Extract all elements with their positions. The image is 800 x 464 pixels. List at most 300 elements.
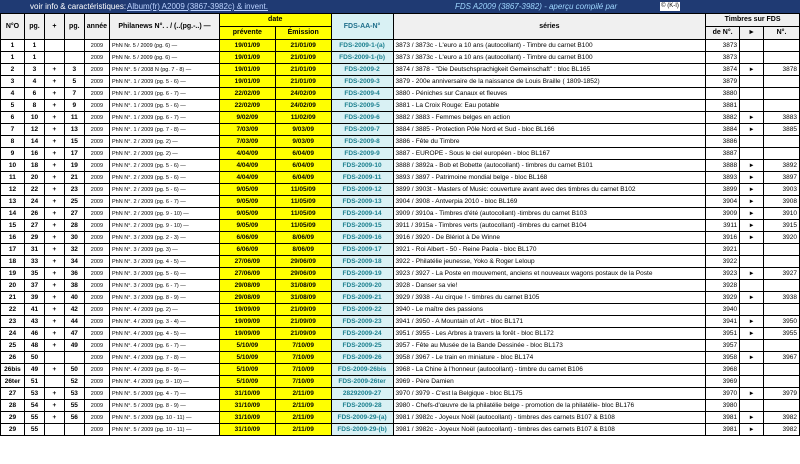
cell-n [764,76,800,88]
table-body [1,40,800,436]
cell-fds: FDS-2009-20 [331,280,393,292]
cell-phn: PhN N°. 3 / 2009 (pg. 4 - 5) — [110,256,220,268]
table-row[interactable] [1,52,800,64]
cell-pg: 49 [24,364,44,376]
cell-de: 3969 [706,376,740,388]
cell-yr: 2009 [84,400,109,412]
cell-plus: + [44,304,64,316]
table-row[interactable] [1,376,800,388]
cell-ar: ► [740,328,764,340]
cell-emi: 31/08/09 [275,280,331,292]
cell-n: 3982 [764,412,800,424]
cell-ar [740,340,764,352]
cell-phn: PhN N°. 4 / 2009 (pg. 3 - 4) — [110,316,220,328]
cell-de: 3888 [706,160,740,172]
cell-de: 3874 [706,64,740,76]
cell-fds: FDS-2009-17 [331,244,393,256]
cell-pre: 29/08/09 [219,280,275,292]
cell-pg2: 25 [64,196,84,208]
cell-pre: 22/02/09 [219,88,275,100]
cell-pg2: 21 [64,172,84,184]
cell-ser: 3873 / 3873c - L'euro a 10 ans (autocollant) - Timbre du carnet B100 [393,40,706,52]
cell-pg: 26 [24,208,44,220]
cell-pg: 43 [24,316,44,328]
cell-ar [740,304,764,316]
cell-pre: 9/05/09 [219,220,275,232]
cell-n [764,244,800,256]
cell-ser: 3941 / 3950 - A Mountain of Art - bloc BL171 [393,316,706,328]
table-row[interactable] [1,100,800,112]
cell-de: 3921 [706,244,740,256]
cell-phn: PhN N°. 2 / 2009 (pg. 2) — [110,136,220,148]
table-row[interactable] [1,160,800,172]
table-row[interactable] [1,424,800,436]
cell-plus: + [44,244,64,256]
cell-n [764,280,800,292]
cell-yr: 2009 [84,148,109,160]
cell-pg2: 49 [64,340,84,352]
cell-pre: 19/01/09 [219,52,275,64]
cell-pg: 37 [24,280,44,292]
col-series: séries [393,14,706,40]
cell-yr: 2009 [84,256,109,268]
table-row[interactable] [1,364,800,376]
cell-plus: + [44,208,64,220]
cell-yr: 2009 [84,220,109,232]
cell-no: 8 [1,136,25,148]
cell-ser: 3916 / 3920 - De Blériot à De Winne [393,232,706,244]
cell-pg: 4 [24,76,44,88]
cell-ar [740,52,764,64]
cell-pg: 53 [24,388,44,400]
cell-emi: 29/06/09 [275,268,331,280]
cell-fds: FDS-2009-1-(b) [331,52,393,64]
cell-ser: 3886 - Fête du Timbre [393,136,706,148]
cell-yr: 2009 [84,412,109,424]
cell-pg: 24 [24,196,44,208]
cell-de: 3923 [706,268,740,280]
cell-plus: + [44,280,64,292]
cell-phn: PhN N°. 3 / 2009 (pg. 5 - 6) — [110,268,220,280]
cell-ser: 3970 / 3979 - C'est la Belgique - bloc BL175 [393,388,706,400]
cell-phn: PhN N°. 4 / 2009 (pg. 7 - 8) — [110,352,220,364]
cell-no: 22 [1,304,25,316]
cell-emi: 31/08/09 [275,292,331,304]
cell-yr: 2009 [84,208,109,220]
cell-pg2: 55 [64,400,84,412]
cell-fds: FDS-2009-9 [331,148,393,160]
table-row[interactable] [1,340,800,352]
table-row[interactable] [1,196,800,208]
cell-pg2: 9 [64,100,84,112]
cell-plus: + [44,232,64,244]
cell-de: 3886 [706,136,740,148]
cell-n: 3878 [764,64,800,76]
cell-n: 3892 [764,160,800,172]
cell-no: 15 [1,220,25,232]
cell-pg2 [64,352,84,364]
cell-yr: 2009 [84,196,109,208]
cell-yr: 2009 [84,292,109,304]
cell-pg: 31 [24,244,44,256]
cell-de: 3893 [706,172,740,184]
cell-de: 3980 [706,400,740,412]
cell-phn: PhN N°. 5 / 2009 (pg. 10 - 11) — [110,424,220,436]
cell-ser: 3881 - La Croix Rouge: Eau potable [393,100,706,112]
cell-emi: 11/05/09 [275,196,331,208]
cell-yr: 2009 [84,340,109,352]
table-row[interactable] [1,244,800,256]
cell-emi: 24/02/09 [275,88,331,100]
cell-pg: 20 [24,172,44,184]
cell-pg2 [64,424,84,436]
cell-n [764,340,800,352]
cell-ser: 3874 / 3878 - "Die Deutschsprachigkeit Gemeinschaft" : bloc BL165 [393,64,706,76]
cell-ar: ► [740,172,764,184]
cell-no: 5 [1,100,25,112]
table-row[interactable] [1,220,800,232]
cell-pre: 6/06/09 [219,232,275,244]
cell-de: 3873 [706,40,740,52]
cell-ser: 3921 - Roi Albert - 50 - Reine Paola - bloc BL170 [393,244,706,256]
cell-yr: 2009 [84,316,109,328]
cell-de: 3882 [706,112,740,124]
cell-de: 3958 [706,352,740,364]
cell-yr: 2009 [84,388,109,400]
cell-plus: + [44,172,64,184]
table-row[interactable] [1,208,800,220]
cell-pg2: 44 [64,316,84,328]
cell-emi: 11/05/09 [275,208,331,220]
cell-n: 3927 [764,268,800,280]
cell-ar: ► [740,208,764,220]
cell-no: 1 [1,52,25,64]
cell-fds: FDS-2009-21 [331,292,393,304]
cell-ar [740,136,764,148]
cell-no: 29 [1,424,25,436]
cell-phn: PhN N°. 3 / 2009 (pg. 3) — [110,244,220,256]
cell-pg2: 3 [64,64,84,76]
cell-no: 10 [1,160,25,172]
table-row[interactable] [1,352,800,364]
cell-phn: PhN N°. 4 / 2009 (pg. 9 - 10) — [110,376,220,388]
col-plus: + [44,14,64,40]
cell-de: 3928 [706,280,740,292]
cell-ser: 3884 / 3885 - Protection Pôle Nord et Sud - bloc BL166 [393,124,706,136]
cell-no: 9 [1,148,25,160]
table-row[interactable] [1,316,800,328]
table-row[interactable] [1,232,800,244]
cell-ar: ► [740,196,764,208]
cell-de: 3941 [706,316,740,328]
cell-ser: 3958 / 3967 - Le train en miniature - bloc BL174 [393,352,706,364]
cell-n [764,364,800,376]
cell-ser: 3957 - Fête au Musée de la Bande Dessinée - bloc BL173 [393,340,706,352]
cell-de: 3909 [706,208,740,220]
cell-yr: 2009 [84,232,109,244]
cell-de: 3957 [706,340,740,352]
cell-no: 26 [1,352,25,364]
cell-pg: 55 [24,424,44,436]
cell-no: 3 [1,76,25,88]
cell-pg: 10 [24,112,44,124]
cell-ser: 3923 / 3927 - La Poste en mouvement, anciens et nouveaux wagons postaux de la Poste [393,268,706,280]
cell-ser: 3969 - Père Damien [393,376,706,388]
cell-pre: 27/06/09 [219,268,275,280]
table-row[interactable] [1,136,800,148]
cell-plus: + [44,112,64,124]
cell-ser: 3951 / 3955 - Les Arbres à travers la forêt - bloc BL172 [393,328,706,340]
cell-pg2: 15 [64,136,84,148]
cell-ar: ► [740,232,764,244]
cell-pg: 54 [24,400,44,412]
cell-no: 23 [1,316,25,328]
cell-pg2: 32 [64,244,84,256]
cell-fds: FDS-2009-26ter [331,376,393,388]
cell-ser: 3888 / 3892a - Bob et Bobette (autocollant) - timbres du carnet B101 [393,160,706,172]
cell-pg: 8 [24,100,44,112]
cell-ar [740,88,764,100]
cell-emi: 6/04/09 [275,172,331,184]
table-row[interactable] [1,76,800,88]
cell-yr: 2009 [84,124,109,136]
table-row[interactable] [1,304,800,316]
cell-emi: 29/06/09 [275,256,331,268]
cell-pre: 22/02/09 [219,100,275,112]
cell-pre: 31/10/09 [219,412,275,424]
page-title: FDS A2009 (3867-3982) - aperçu compilé par [455,2,618,11]
cell-plus: + [44,328,64,340]
cell-fds: FDS-2009-24 [331,328,393,340]
cell-yr: 2009 [84,76,109,88]
cell-n [764,256,800,268]
cell-emi: 24/02/09 [275,100,331,112]
cell-pg: 39 [24,292,44,304]
cell-ser: 3928 - Danser sa vie! [393,280,706,292]
table-row[interactable] [1,184,800,196]
cell-yr: 2009 [84,64,109,76]
cell-fds: FDS-2009-18 [331,256,393,268]
cell-pg: 1 [24,52,44,64]
cell-ar [740,256,764,268]
table-row[interactable] [1,172,800,184]
cell-pg2 [64,52,84,64]
cell-de: 3940 [706,304,740,316]
table-row[interactable] [1,268,800,280]
cell-no: 29 [1,412,25,424]
cell-pg: 33 [24,256,44,268]
cell-ser: 3929 / 3938 - Au cirque ! - timbres du carnet B105 [393,292,706,304]
cell-pg2: 27 [64,208,84,220]
cell-plus [44,376,64,388]
cell-ar [740,148,764,160]
cell-no: 7 [1,124,25,136]
album-link[interactable]: Album(fr) A2009 (3867-3982c) & invent. [127,2,268,11]
cell-ar [740,400,764,412]
cell-pg: 18 [24,160,44,172]
col-no: N°O [1,14,25,40]
cell-phn: PhN N°. 5 / 2009 (pg. 8 - 9) — [110,400,220,412]
cell-yr: 2009 [84,136,109,148]
cell-yr: 2009 [84,328,109,340]
cell-ser: 3879 - 200e anniversaire de la naissance de Louis Braille ( 1809-1852) [393,76,706,88]
cell-fds: FDS-2009-14 [331,208,393,220]
cell-ar [740,40,764,52]
cell-pg2: 30 [64,232,84,244]
cell-pg: 27 [24,220,44,232]
cell-ar: ► [740,112,764,124]
cell-fds: FDS-2009-7 [331,124,393,136]
cell-phn: PhN N°. 2 / 2009 (pg. 6 - 7) — [110,196,220,208]
cell-phn: PhN N°. 2 / 2009 (pg. 5 - 6) — [110,184,220,196]
cell-pre: 31/10/09 [219,424,275,436]
cell-phn: PhN N°. 3 / 2009 (pg. 8 - 9) — [110,292,220,304]
cell-ar [740,100,764,112]
cell-n [764,40,800,52]
cell-ar: ► [740,292,764,304]
cell-no: 21 [1,292,25,304]
cell-yr: 2009 [84,244,109,256]
cell-fds: FDS-2009-6 [331,112,393,124]
cell-yr: 2009 [84,424,109,436]
cell-ar: ► [740,352,764,364]
cell-plus: + [44,88,64,100]
cell-pg: 46 [24,328,44,340]
cell-emi: 21/01/09 [275,40,331,52]
cell-pre: 19/09/09 [219,316,275,328]
cell-phn: PhN N°. 2 / 2009 (pg. 9 - 10) — [110,220,220,232]
cell-n: 3938 [764,292,800,304]
cell-plus [44,424,64,436]
table-row[interactable] [1,280,800,292]
cell-ser: 3981 / 3982c - Joyeux Noël (autocollant) - timbres des carnets B107 & B108 [393,424,706,436]
cell-n [764,88,800,100]
cell-de: 3873 [706,52,740,64]
cell-fds: FDS-2009-3 [331,76,393,88]
cell-plus: + [44,340,64,352]
table-row[interactable] [1,412,800,424]
cell-ser: 3968 - La Chine à l'honneur (autocollant) - timbre du carnet B106 [393,364,706,376]
cell-yr: 2009 [84,112,109,124]
cell-de: 3904 [706,196,740,208]
cell-pg: 55 [24,412,44,424]
table-row[interactable] [1,40,800,52]
cell-fds: FDS-2009-16 [331,232,393,244]
cell-n: 3915 [764,220,800,232]
cell-fds: FDS-2009-23 [331,316,393,328]
cell-plus [44,40,64,52]
cell-phn: PhN N°. 3 / 2009 (pg. 6 - 7) — [110,280,220,292]
cell-ser: 3904 / 3908 - Antverpia 2010 - bloc BL169 [393,196,706,208]
cell-pg2: 40 [64,292,84,304]
cell-fds: FDS-2009-13 [331,196,393,208]
cell-ser: 3887 - EUROPE - Sous le ciel européen - bloc BL167 [393,148,706,160]
cell-fds: FDS-2009-10 [331,160,393,172]
cell-ar [740,280,764,292]
cell-no: 16 [1,232,25,244]
cell-no: 4 [1,88,25,100]
table-row[interactable] [1,328,800,340]
cell-no: 20 [1,280,25,292]
cell-ar [740,76,764,88]
cell-emi: 11/05/09 [275,220,331,232]
table-row[interactable] [1,292,800,304]
copyright-logo: © (K-I) [661,3,679,9]
cell-de: 3881 [706,100,740,112]
cell-fds: FDS-2009-28 [331,400,393,412]
cell-emi: 2/11/09 [275,400,331,412]
cell-no: 18 [1,256,25,268]
cell-emi: 2/11/09 [275,412,331,424]
cell-pre: 4/04/09 [219,172,275,184]
cell-phn: PhN N°. 1 / 2009 (pg. 5 - 6) — [110,76,220,88]
cell-phn: PhN N°. 4 / 2009 (pg. 6 - 7) — [110,340,220,352]
cell-de: 3879 [706,76,740,88]
cell-n [764,100,800,112]
col-fds: FDS-AA-N° [331,14,393,40]
cell-phn: PhN N°. 4 / 2009 (pg. 8 - 9) — [110,364,220,376]
cell-no: 12 [1,184,25,196]
cell-plus [44,352,64,364]
col-prevente: prévente [219,27,275,40]
cell-fds: FDS-2009-15 [331,220,393,232]
cell-pg: 50 [24,352,44,364]
cell-pg2: 52 [64,376,84,388]
cell-fds: FDS-2009-11 [331,172,393,184]
cell-fds: FDS-2009-26bis [331,364,393,376]
cell-emi: 11/05/09 [275,184,331,196]
cell-n: 3885 [764,124,800,136]
cell-ar [740,244,764,256]
cell-pre: 9/05/09 [219,208,275,220]
cell-yr: 2009 [84,352,109,364]
cell-yr: 2009 [84,376,109,388]
cell-pre: 5/10/09 [219,376,275,388]
cell-ser: 3922 - Philatélie jeunesse, Yoko & Roger Leloup [393,256,706,268]
table-row[interactable] [1,148,800,160]
cell-plus: + [44,100,64,112]
cell-fds: FDS-2009-25 [331,340,393,352]
table-row[interactable] [1,88,800,100]
table-row[interactable] [1,388,800,400]
cell-pg2: 36 [64,268,84,280]
cell-plus: + [44,196,64,208]
cell-de: 3884 [706,124,740,136]
cell-de: 3880 [706,88,740,100]
table-row[interactable] [1,124,800,136]
cell-pg2: 56 [64,412,84,424]
cell-n: 3979 [764,388,800,400]
cell-ar: ► [740,316,764,328]
table-row[interactable] [1,400,800,412]
cell-pre: 19/01/09 [219,64,275,76]
cell-plus: + [44,316,64,328]
cell-pre: 19/01/09 [219,40,275,52]
cell-yr: 2009 [84,184,109,196]
cell-yr: 2009 [84,100,109,112]
cell-pg2: 53 [64,388,84,400]
table-row[interactable] [1,64,800,76]
table-row[interactable] [1,112,800,124]
cell-no: 17 [1,244,25,256]
cell-fds: FDS-2009-4 [331,88,393,100]
table-row[interactable] [1,256,800,268]
cell-n: 3903 [764,184,800,196]
cell-phn: PhN N°. 2 / 2009 (pg. 5 - 6) — [110,172,220,184]
cell-pg2: 17 [64,148,84,160]
cell-phn: PhN N°. 1 / 2009 (pg. 7 - 8) — [110,124,220,136]
cell-plus: + [44,160,64,172]
